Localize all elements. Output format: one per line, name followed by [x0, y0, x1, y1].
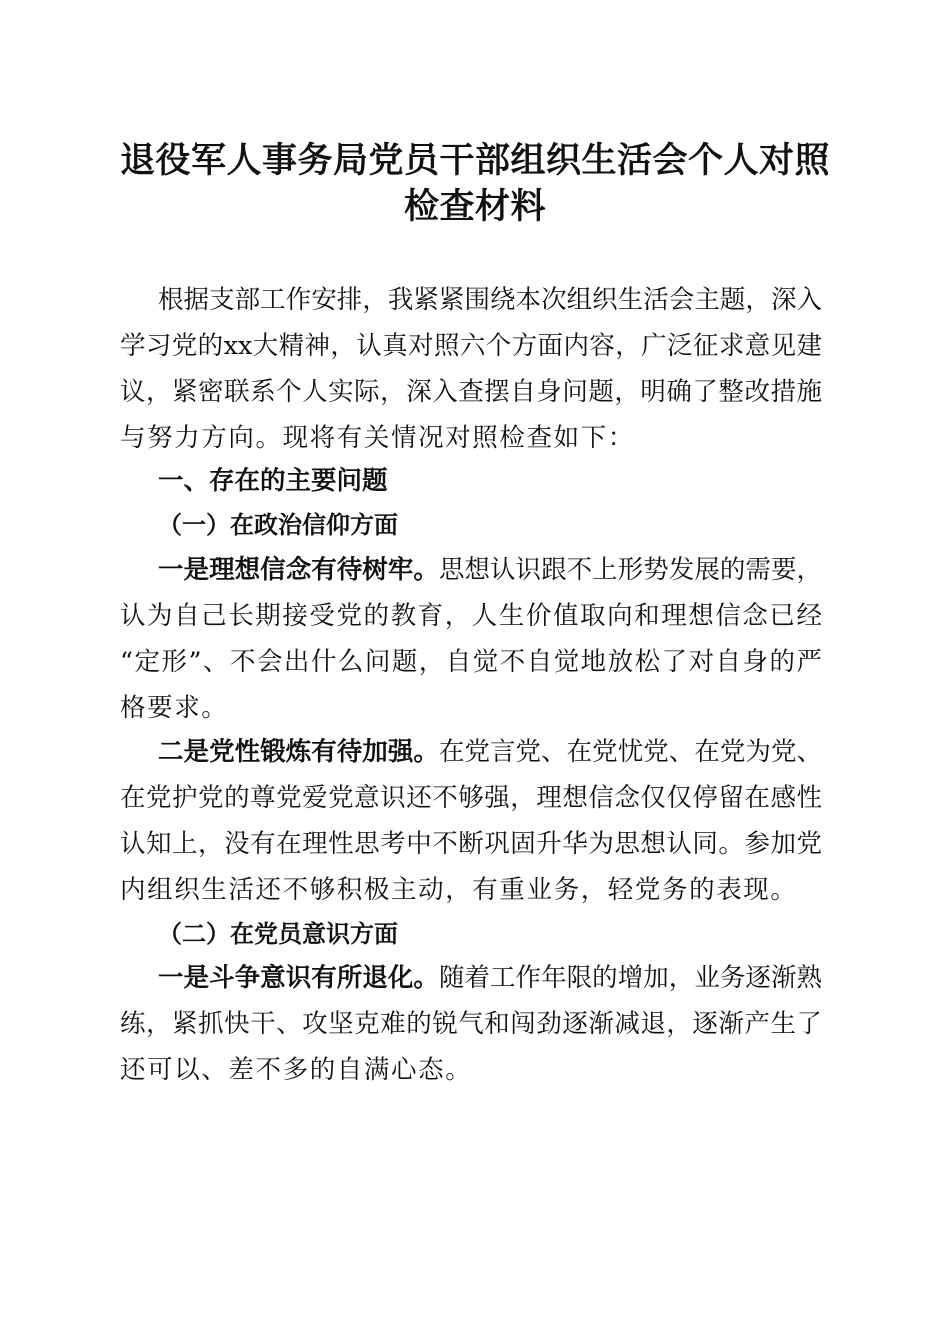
intro-line-1: 根据支部工作安排，我紧紧围绕本次组织生活会主题，深入: [158, 285, 822, 315]
item2-line-3: 认知上，没有在理性思考中不断巩固升华为思想认同。参加党: [120, 829, 822, 859]
sub2-item1-line-2: 练，紧抓快干、攻坚克难的锐气和闯劲逐渐减退，逐渐产生了: [120, 1009, 822, 1039]
section-heading-problems: 一、存在的主要问题: [158, 466, 388, 496]
sub2-item1-line1-rest: 随着工作年限的增加，业务逐渐熟: [438, 963, 822, 993]
document-title-line1: 退役军人事务局党员干部组织生活会个人对照: [119, 140, 830, 181]
item1-lead: 一是理想信念有待树牢。: [158, 555, 439, 585]
subheading-party-awareness: （二）在党员意识方面: [158, 919, 398, 948]
item2-line1-rest: 在党言党、在党忧党、在党为党、: [438, 737, 822, 767]
item2-lead: 二是党性锻炼有待加强。: [158, 737, 439, 767]
sub2-item1-lead: 一是斗争意识有所退化。: [158, 963, 439, 993]
item1-line-3: “定形”、不会出什么问题，自觉不自觉地放松了对自身的严: [120, 647, 822, 677]
item2-line-1: [158, 735, 822, 769]
intro-line-2: 学习党的xx大精神，认真对照六个方面内容，广泛征求意见建: [120, 331, 822, 361]
intro-line-3: 议，紧密联系个人实际，深入查摆自身问题，明确了整改措施: [120, 377, 822, 407]
item2-line-4: 内组织生活还不够积极主动，有重业务，轻党务的表现。: [120, 875, 798, 905]
subheading-political-belief: （一）在政治信仰方面: [158, 510, 398, 539]
item1-line-1: [158, 553, 822, 587]
document-title-line2: 检查材料: [403, 186, 546, 227]
sub2-item1-line-3: 还可以、差不多的自满心态。: [120, 1055, 473, 1085]
intro-line-4: 与努力方向。现将有关情况对照检查如下：: [120, 423, 635, 453]
item1-line-2: 认为自己长期接受党的教育，人生价值取向和理想信念已经: [120, 601, 822, 631]
sub2-item1-line-1: [158, 961, 822, 995]
item1-line-4: 格要求。: [120, 693, 229, 723]
item2-line-2: 在党护党的尊党爱党意识还不够强，理想信念仅仅停留在感性: [120, 783, 822, 813]
item1-line1-rest: 思想认识跟不上形势发展的需要，: [438, 555, 822, 585]
